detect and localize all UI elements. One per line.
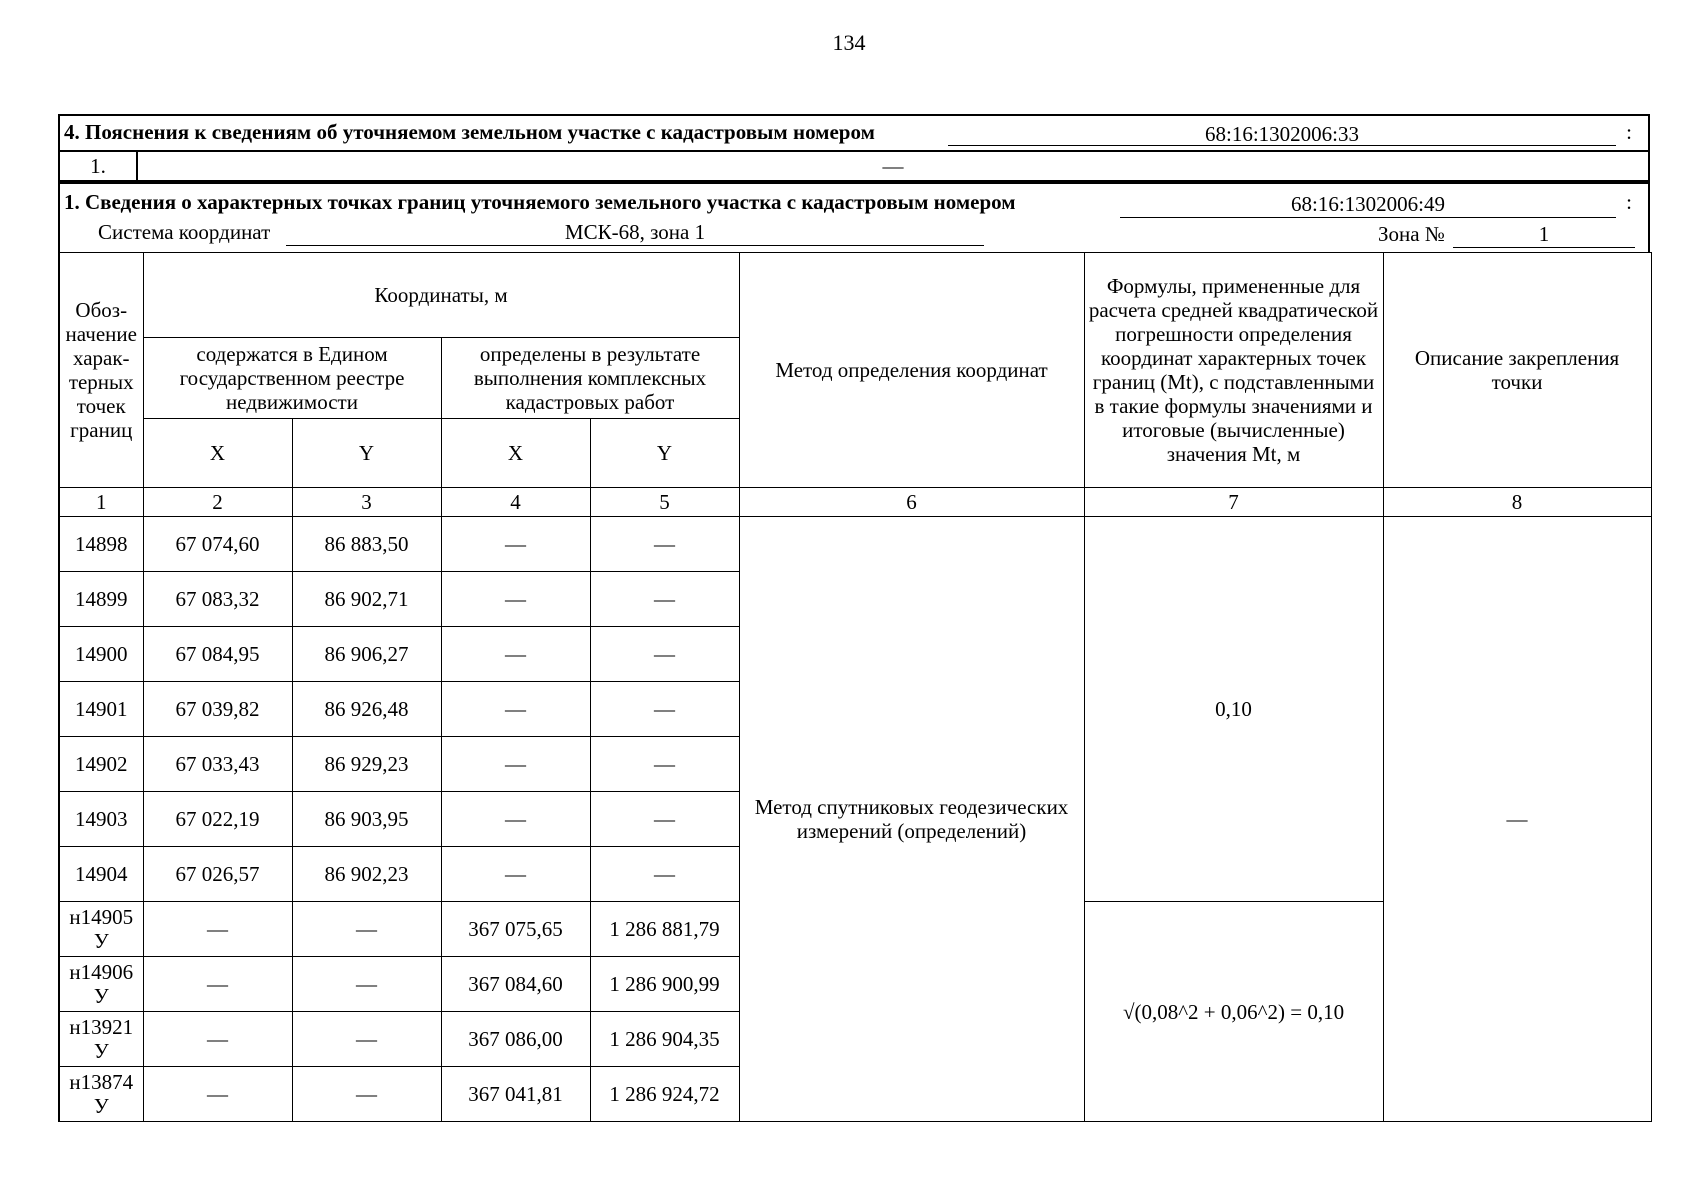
column-number: 1 [59,488,143,517]
point-id: 14899 [59,572,143,627]
x-registry: — [143,957,292,1012]
coord-system-label: Система координат [98,220,271,244]
y-determined: — [590,517,739,572]
zone-label: Зона № [1378,222,1445,246]
formula-value-points-8-11: √(0,08^2 + 0,06^2) = 0,10 [1084,902,1383,1122]
section1-cadastral-number: 68:16:1302006:49 [1120,192,1616,218]
y-determined: — [590,572,739,627]
section4-row-value: — [882,154,904,178]
table-row [59,517,1651,572]
section1-title: 1. Сведения о характерных точках границ уточняемого земельного участка с кадастровым номером [64,190,1016,214]
header-x-determined: X [441,419,590,488]
y-registry: — [292,902,441,957]
section1-colon: : [1626,190,1632,214]
y-registry: 86 902,23 [292,847,441,902]
x-determined: 367 084,60 [441,957,590,1012]
y-determined: 1 286 900,99 [590,957,739,1012]
y-registry: 86 902,71 [292,572,441,627]
header-point-designation [59,253,143,488]
x-registry: 67 039,82 [143,682,292,737]
section4-row [60,152,1648,180]
header-y-registry: Y [292,419,441,488]
x-determined: 367 086,00 [441,1012,590,1067]
header-point-designation-text: Обоз-начение харак-терных точек границ [65,298,137,442]
x-determined: 367 075,65 [441,902,590,957]
x-registry: — [143,1067,292,1122]
column-number: 5 [590,488,739,517]
x-determined: — [441,572,590,627]
description-value: — [1383,517,1651,1122]
y-determined: — [590,737,739,792]
section4-cadastral-number: 68:16:1302006:33 [948,122,1616,146]
x-determined: — [441,847,590,902]
x-registry: 67 084,95 [143,627,292,682]
header-description [1383,253,1651,488]
column-number: 6 [739,488,1084,517]
x-determined: — [441,517,590,572]
y-registry: — [292,1012,441,1067]
point-id: 14901 [59,682,143,737]
point-id: н13921 У [59,1012,143,1067]
boundary-points-table [58,252,1652,1122]
point-id: н14905 У [59,902,143,957]
formula-value-points-1-7: 0,10 [1084,517,1383,902]
column-number: 3 [292,488,441,517]
y-determined: — [590,682,739,737]
y-determined: — [590,627,739,682]
method-value: Метод спутниковых геодезических измерений (определений) [739,517,1084,1122]
x-registry: 67 074,60 [143,517,292,572]
header-description-text: Описание закрепления точки [1414,346,1620,394]
y-determined: 1 286 904,35 [590,1012,739,1067]
y-registry: 86 906,27 [292,627,441,682]
y-registry: 86 926,48 [292,682,441,737]
column-number: 4 [441,488,590,517]
point-id: н14906 У [59,957,143,1012]
section1-header [58,182,1650,252]
point-id: 14904 [59,847,143,902]
coord-system-value: МСК-68, зона 1 [286,220,984,246]
column-number: 8 [1383,488,1651,517]
page-number: 134 [832,30,866,55]
y-registry: 86 929,23 [292,737,441,792]
point-id: 14902 [59,737,143,792]
section4-title: 4. Пояснения к сведениям об уточняемом земельном участке с кадастровым номером [64,120,875,144]
y-registry: — [292,957,441,1012]
y-determined: 1 286 924,72 [590,1067,739,1122]
section4-explanations [58,114,1650,182]
point-id: н13874 У [59,1067,143,1122]
y-registry: — [292,1067,441,1122]
header-x-registry: X [143,419,292,488]
point-id: 14900 [59,627,143,682]
y-determined: — [590,847,739,902]
header-determined: определены в результате выполнения комплексных кадастровых работ [441,338,739,419]
x-registry: 67 026,57 [143,847,292,902]
section4-header [60,116,1648,152]
header-coordinates: Координаты, м [143,253,739,338]
section4-row-number: 1. [60,152,138,180]
header-in-registry: содержатся в Едином государственном реестре недвижимости [143,338,441,419]
y-registry: 86 903,95 [292,792,441,847]
x-registry: 67 083,32 [143,572,292,627]
column-number: 7 [1084,488,1383,517]
point-id: 14903 [59,792,143,847]
x-determined: — [441,792,590,847]
x-registry: 67 033,43 [143,737,292,792]
y-determined: — [590,792,739,847]
x-determined: — [441,737,590,792]
header-method: Метод определения координат [739,253,1084,488]
y-registry: 86 883,50 [292,517,441,572]
header-formulas: Формулы, примененные для расчета средней квадратической погрешности определения координат характерных точек границ (Mt), с подставленными в такие формулы значениями и итоговые (вычисленные) значения Mt, м [1084,253,1383,488]
header-y-determined: Y [590,419,739,488]
x-registry: — [143,902,292,957]
x-registry: — [143,1012,292,1067]
x-registry: 67 022,19 [143,792,292,847]
zone-value: 1 [1453,222,1635,248]
x-determined: — [441,627,590,682]
section4-colon: : [1626,120,1632,144]
column-number: 2 [143,488,292,517]
y-determined: 1 286 881,79 [590,902,739,957]
point-id: 14898 [59,517,143,572]
x-determined: — [441,682,590,737]
x-determined: 367 041,81 [441,1067,590,1122]
